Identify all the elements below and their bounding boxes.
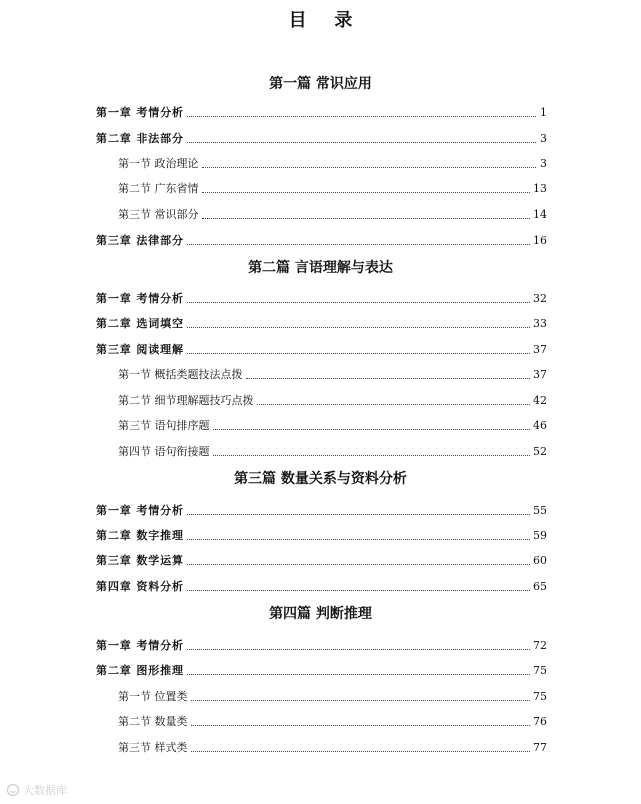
dot-leader — [191, 700, 531, 701]
dot-leader — [187, 327, 530, 328]
toc-entry-label: 第一章 考情分析 — [96, 639, 184, 652]
toc-entry-label: 第三章 数学运算 — [96, 554, 184, 567]
toc-entry[interactable] — [118, 366, 547, 382]
toc-entry-page: 16 — [533, 234, 547, 247]
toc-entry-page: 46 — [533, 419, 547, 432]
toc-entry[interactable] — [96, 315, 547, 331]
toc-entry-label: 第二章 非法部分 — [96, 132, 184, 145]
watermark — [6, 782, 67, 798]
toc-entry-label: 第二节 细节理解题技巧点拨 — [118, 394, 254, 407]
toc-entry[interactable] — [96, 578, 547, 594]
toc-entry[interactable] — [118, 392, 547, 408]
toc-entry-page: 76 — [533, 715, 547, 728]
toc-entry-label: 第二章 数字推理 — [96, 529, 184, 542]
toc-entry-label: 第二节 广东省情 — [118, 182, 199, 195]
toc-entry[interactable] — [96, 502, 547, 518]
dot-leader — [187, 674, 530, 675]
dot-leader — [202, 218, 531, 219]
toc-entry-label: 第一章 考情分析 — [96, 106, 184, 119]
dot-leader — [202, 192, 531, 193]
dot-leader — [187, 353, 530, 354]
toc-entry[interactable] — [118, 180, 547, 196]
toc-entry-page: 77 — [533, 741, 547, 754]
toc-entry-page: 55 — [533, 504, 547, 517]
toc-entry-label: 第三章 阅读理解 — [96, 343, 184, 356]
part-title: 第三篇 数量关系与资料分析 — [234, 471, 407, 487]
toc-entry-page: 75 — [533, 690, 547, 703]
toc-entry-page: 72 — [533, 639, 547, 652]
toc-entry-label: 第二章 选词填空 — [96, 317, 184, 330]
toc-entry[interactable] — [96, 552, 547, 568]
toc-entry-label: 第二节 数量类 — [118, 715, 188, 728]
toc-entry-page: 3 — [540, 157, 547, 170]
toc-entry[interactable] — [96, 637, 547, 653]
toc-entry[interactable] — [96, 290, 547, 306]
toc-entry-page: 32 — [533, 292, 547, 305]
toc-entry-page: 33 — [533, 317, 547, 330]
toc-entry-page: 37 — [533, 368, 547, 381]
dot-leader — [187, 244, 530, 245]
toc-entry[interactable] — [96, 130, 547, 146]
dot-leader — [202, 167, 537, 168]
toc-entry-label: 第一章 考情分析 — [96, 504, 184, 517]
toc-entry-label: 第二章 图形推理 — [96, 664, 184, 677]
toc-entry-page: 3 — [540, 132, 547, 145]
dot-leader — [187, 649, 530, 650]
dot-leader — [191, 725, 531, 726]
toc-entry-page: 1 — [540, 106, 547, 119]
dot-leader — [187, 514, 530, 515]
watermark-text: 大数据库 — [23, 784, 67, 797]
part-title: 第二篇 言语理解与表达 — [248, 260, 393, 276]
dot-leader — [257, 404, 531, 405]
toc-entry-page: 65 — [533, 580, 547, 593]
dot-leader — [187, 590, 530, 591]
dot-leader — [191, 751, 531, 752]
toc-entry[interactable] — [118, 155, 547, 171]
toc-entry-label: 第一节 概括类题技法点拨 — [118, 368, 243, 381]
dot-leader — [187, 142, 536, 143]
toc-entry[interactable] — [118, 739, 547, 755]
dot-leader — [246, 378, 531, 379]
dot-leader — [187, 302, 530, 303]
toc-entry-label: 第三节 常识部分 — [118, 208, 199, 221]
toc-entry-label: 第一章 考情分析 — [96, 292, 184, 305]
dot-leader — [187, 539, 530, 540]
toc-entry-page: 37 — [533, 343, 547, 356]
toc-entry[interactable] — [118, 688, 547, 704]
toc-entry[interactable] — [96, 104, 547, 120]
toc-entry[interactable] — [96, 662, 547, 678]
toc-entry[interactable] — [96, 527, 547, 543]
toc-entry-page: 52 — [533, 445, 547, 458]
toc-entry-label: 第一节 位置类 — [118, 690, 188, 703]
dot-leader — [187, 564, 530, 565]
smile-logo-icon — [6, 783, 20, 797]
part-title: 第一篇 常识应用 — [269, 76, 372, 92]
toc-entry-page: 14 — [533, 208, 547, 221]
toc-entry-label: 第一节 政治理论 — [118, 157, 199, 170]
toc-entry-label: 第三节 语句排序题 — [118, 419, 210, 432]
toc-entry-page: 75 — [533, 664, 547, 677]
toc-entry[interactable] — [96, 232, 547, 248]
toc-entry-page: 13 — [533, 182, 547, 195]
dot-leader — [213, 455, 531, 456]
toc-entry-page: 59 — [533, 529, 547, 542]
toc-entry[interactable] — [118, 417, 547, 433]
toc-entry-label: 第四章 资料分析 — [96, 580, 184, 593]
toc-entry-page: 42 — [533, 394, 547, 407]
toc-entry[interactable] — [118, 443, 547, 459]
dot-leader — [213, 429, 531, 430]
toc-entry-label: 第三章 法律部分 — [96, 234, 184, 247]
part-title: 第四篇 判断推理 — [269, 606, 372, 622]
toc-entry-label: 第三节 样式类 — [118, 741, 188, 754]
toc-entry-page: 60 — [533, 554, 547, 567]
toc-entry-label: 第四节 语句衔接题 — [118, 445, 210, 458]
toc-entry[interactable] — [118, 206, 547, 222]
dot-leader — [187, 116, 536, 117]
page-title: 目 录 — [288, 10, 364, 31]
toc-entry[interactable] — [118, 713, 547, 729]
toc-entry[interactable] — [96, 341, 547, 357]
